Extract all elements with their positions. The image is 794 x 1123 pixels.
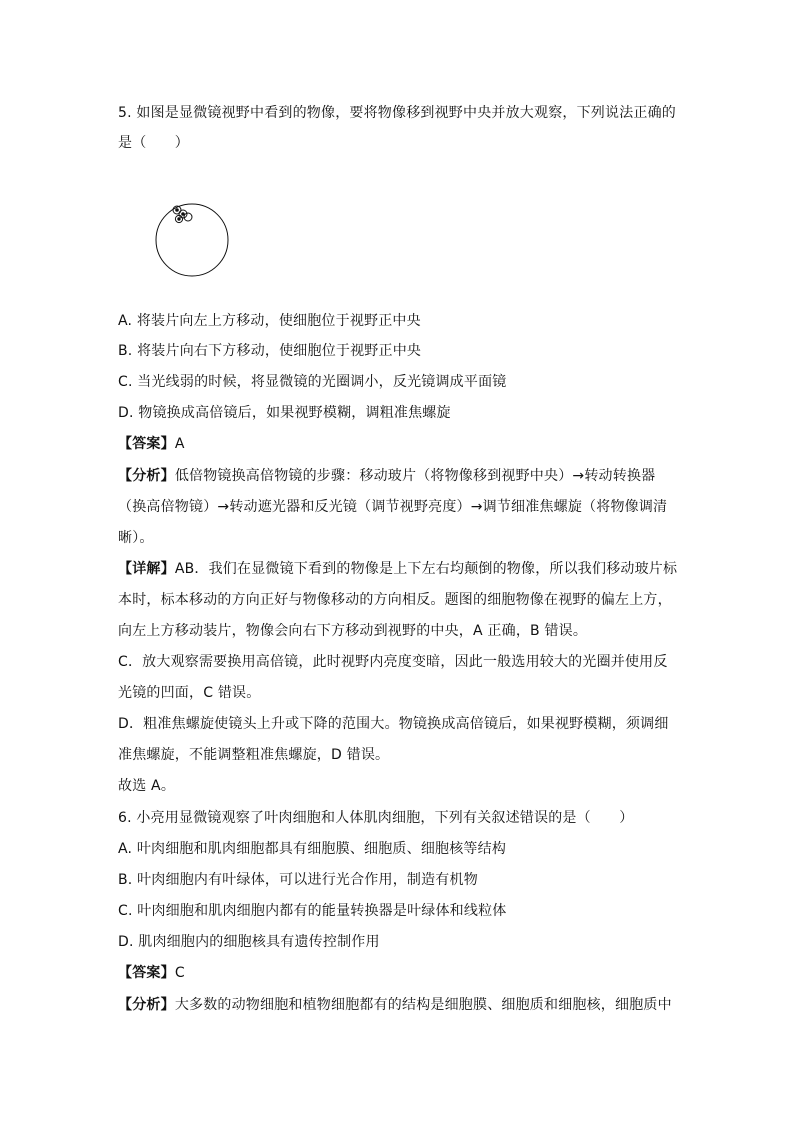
q6-option-b: B. 叶肉细胞内有叶绿体，可以进行光合作用，制造有机物 — [118, 872, 478, 888]
q5-analysis-line-2: （换高倍物镜）→转动遮光器和反光镜（调节视野亮度）→调节细准焦螺旋（将物像调清 — [118, 499, 668, 515]
q6-option-d: D. 肌肉细胞内的细胞核具有遗传控制作用 — [118, 934, 380, 950]
q5-detail-line-2: 本时，标本移动的方向正好与物像移动的方向相反。题图的细胞物像在视野的偏左上方， — [118, 592, 672, 608]
q5-detail-label: 【详解】 — [118, 561, 175, 577]
microscope-field-figure — [150, 198, 236, 278]
q5-detail-line-5: 光镜的凹面，C 错误。 — [118, 685, 261, 701]
q5-conclusion: 故选 A。 — [118, 778, 176, 794]
q6-analysis-text-1: 大多数的动物细胞和植物细胞都有的结构是细胞膜、细胞质和细胞核，细胞质中 — [174, 997, 672, 1013]
q5-option-b: B. 将装片向右下方移动，使细胞位于视野正中央 — [118, 343, 422, 359]
q6-analysis-line-1 — [118, 995, 672, 1015]
cell-cluster — [173, 206, 192, 223]
q5-analysis-text-1: 低倍物镜换高倍物镜的步骤：移动玻片（将物像移到视野中央）→转动转换器 — [174, 468, 656, 484]
q5-stem-line-2: 是（ ） — [118, 135, 189, 151]
q5-detail-line-1 — [118, 559, 677, 579]
q5-answer — [118, 434, 185, 454]
q5-analysis-line-1 — [118, 466, 655, 486]
q6-answer — [118, 963, 185, 983]
q5-answer-label: 【答案】 — [118, 436, 175, 452]
q5-stem-line-1: 5. 如图是显微镜视野中看到的物像，要将物像移到视野中央并放大观察，下列说法正确的 — [118, 105, 677, 121]
q5-detail-line-4: C．放大观察需要换用高倍镜，此时视野内亮度变暗，因此一般选用较大的光圈并使用反 — [118, 654, 668, 670]
q5-analysis-label: 【分析】 — [118, 468, 175, 484]
q6-option-a: A. 叶肉细胞和肌肉细胞都具有细胞膜、细胞质、细胞核等结构 — [118, 841, 507, 857]
q5-answer-value: A — [174, 436, 185, 452]
q5-option-d: D. 物镜换成高倍镜后，如果视野模糊，调粗准焦螺旋 — [118, 405, 451, 421]
q5-detail-line-7: 准焦螺旋，不能调整粗准焦螺旋，D 错误。 — [118, 747, 390, 763]
q5-analysis-line-3: 晰）。 — [118, 530, 154, 546]
q6-analysis-label: 【分析】 — [118, 997, 175, 1013]
q5-detail-line-3: 向左上方移动装片，物像会向右下方移动到视野的中央，A 正确，B 错误。 — [118, 623, 588, 639]
q6-answer-value: C — [174, 965, 185, 981]
q6-option-c: C. 叶肉细胞和肌肉细胞内都有的能量转换器是叶绿体和线粒体 — [118, 903, 507, 919]
q5-option-c: C. 当光线弱的时候，将显微镜的光圈调小，反光镜调成平面镜 — [118, 374, 507, 390]
q6-stem: 6. 小亮用显微镜观察了叶肉细胞和人体肌肉细胞，下列有关叙述错误的是（ ） — [118, 810, 634, 826]
q5-option-a: A. 将装片向左上方移动，使细胞位于视野正中央 — [118, 313, 421, 329]
q5-detail-text-1: AB．我们在显微镜下看到的物像是上下左右均颠倒的物像，所以我们移动玻片标 — [174, 561, 678, 577]
q6-answer-label: 【答案】 — [118, 965, 175, 981]
q5-detail-line-6: D．粗准焦螺旋使镜头上升或下降的范围大。物镜换成高倍镜后，如果视野模糊，须调细 — [118, 716, 669, 732]
field-of-view-circle — [156, 204, 228, 276]
